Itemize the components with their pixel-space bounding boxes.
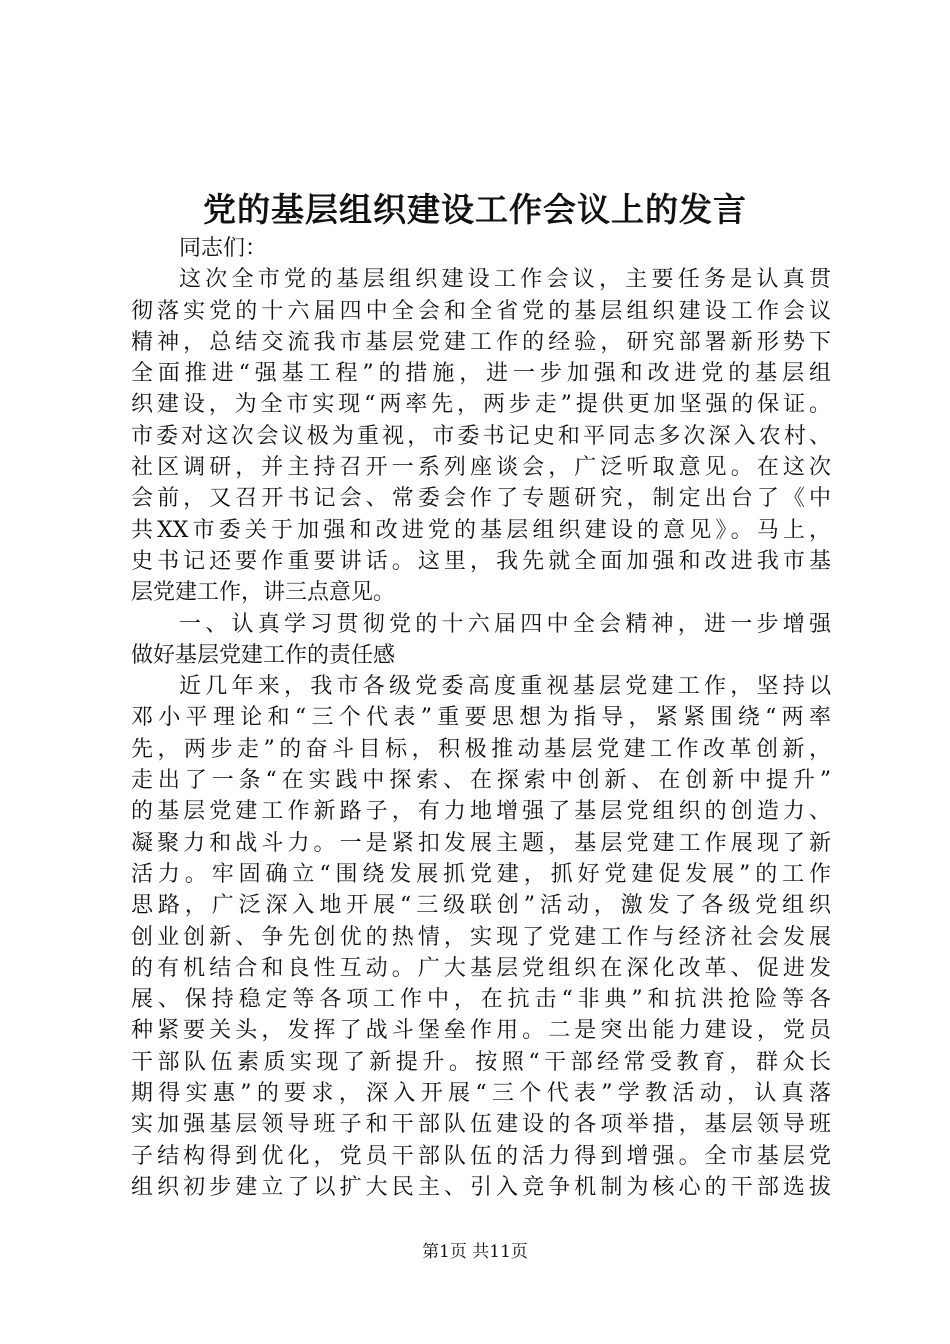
paragraph-line: 展、保持稳定等各项工作中，在抗击“非典”和抗洪抢险等各 [131,987,831,1013]
paragraph-line: 创业创新、争先创优的热情，实现了党建工作与经济社会发展 [131,924,831,950]
paragraph-line: 思路，广泛深入地开展“三级联创”活动，激发了各级党组织 [131,893,831,919]
paragraph-line: 凝聚力和战斗力。一是紧扣发展主题，基层党建工作展现了新 [131,830,831,856]
paragraph-line: 实加强基层领导班子和干部队伍建设的各项举措，基层领导班 [131,1112,831,1138]
paragraph-line: 邓小平理论和“三个代表”重要思想为指导，紧紧围绕“两率 [131,705,831,731]
paragraph-line: 彻落实党的十六届四中全会和全省党的基层组织建设工作会议 [131,298,831,324]
paragraph-line: 干部队伍素质实现了新提升。按照“干部经常受教育，群众长 [131,1049,831,1075]
paragraph-line: 期得实惠”的要求，深入开展“三个代表”学教活动，认真落 [131,1081,831,1107]
document-title: 党的基层组织建设工作会议上的发言 [203,190,747,229]
paragraph-line: 的基层党建工作新路子，有力地增强了基层党组织的创造力、 [131,799,831,825]
paragraph-line: 织建设，为全市实现“两率先，两步走”提供更加坚强的保证。 [131,392,831,418]
paragraph-line: 走出了一条“在实践中探索、在探索中创新、在创新中提升” [131,768,831,794]
section-heading-line: 一、认真学习贯彻党的十六届四中全会精神，进一步增强 [179,611,831,637]
paragraph-line: 活力。牢固确立“围绕发展抓党建，抓好党建促发展”的工作 [131,861,831,887]
paragraph-line: 精神，总结交流我市基层党建工作的经验，研究部署新形势下 [131,329,831,355]
paragraph-line: 史书记还要作重要讲话。这里，我先就全面加强和改进我市基 [131,548,831,574]
paragraph-line: 先，两步走”的奋斗目标，积极推动基层党建工作改革创新， [131,736,831,762]
paragraph-line: 全面推进“强基工程”的措施，进一步加强和改进党的基层组 [131,361,831,387]
paragraph-line: 的有机结合和良性互动。广大基层党组织在深化改革、促进发 [131,955,831,981]
paragraph-line: 会前，又召开书记会、常委会作了专题研究，制定出台了《中 [131,486,831,512]
paragraph-line: 共XX市委关于加强和改进党的基层组织建设的意见》。马上， [131,517,831,543]
paragraph-line: 子结构得到优化，党员干部队伍的活力得到增强。全市基层党 [131,1143,831,1169]
page-number: 第1页 共11页 [422,1242,528,1262]
paragraph-line: 社区调研，并主持召开一系列座谈会，广泛听取意见。在这次 [131,455,831,481]
paragraph-line: 种紧要关头，发挥了战斗堡垒作用。二是突出能力建设，党员 [131,1018,831,1044]
section-heading-line: 做好基层党建工作的责任感 [131,642,396,668]
paragraph-line: 市委对这次会议极为重视，市委书记史和平同志多次深入农村、 [131,423,831,449]
paragraph-line: 近几年来，我市各级党委高度重视基层党建工作，坚持以 [179,674,831,700]
document-body [131,233,831,1203]
paragraph-line: 层党建工作，讲三点意见。 [131,580,396,606]
salutation-line: 同志们： [179,236,268,261]
paragraph-line: 这次全市党的基层组织建设工作会议，主要任务是认真贯 [179,267,831,293]
paragraph-line: 组织初步建立了以扩大民主、引入竞争机制为核心的干部选拔 [131,1174,831,1200]
